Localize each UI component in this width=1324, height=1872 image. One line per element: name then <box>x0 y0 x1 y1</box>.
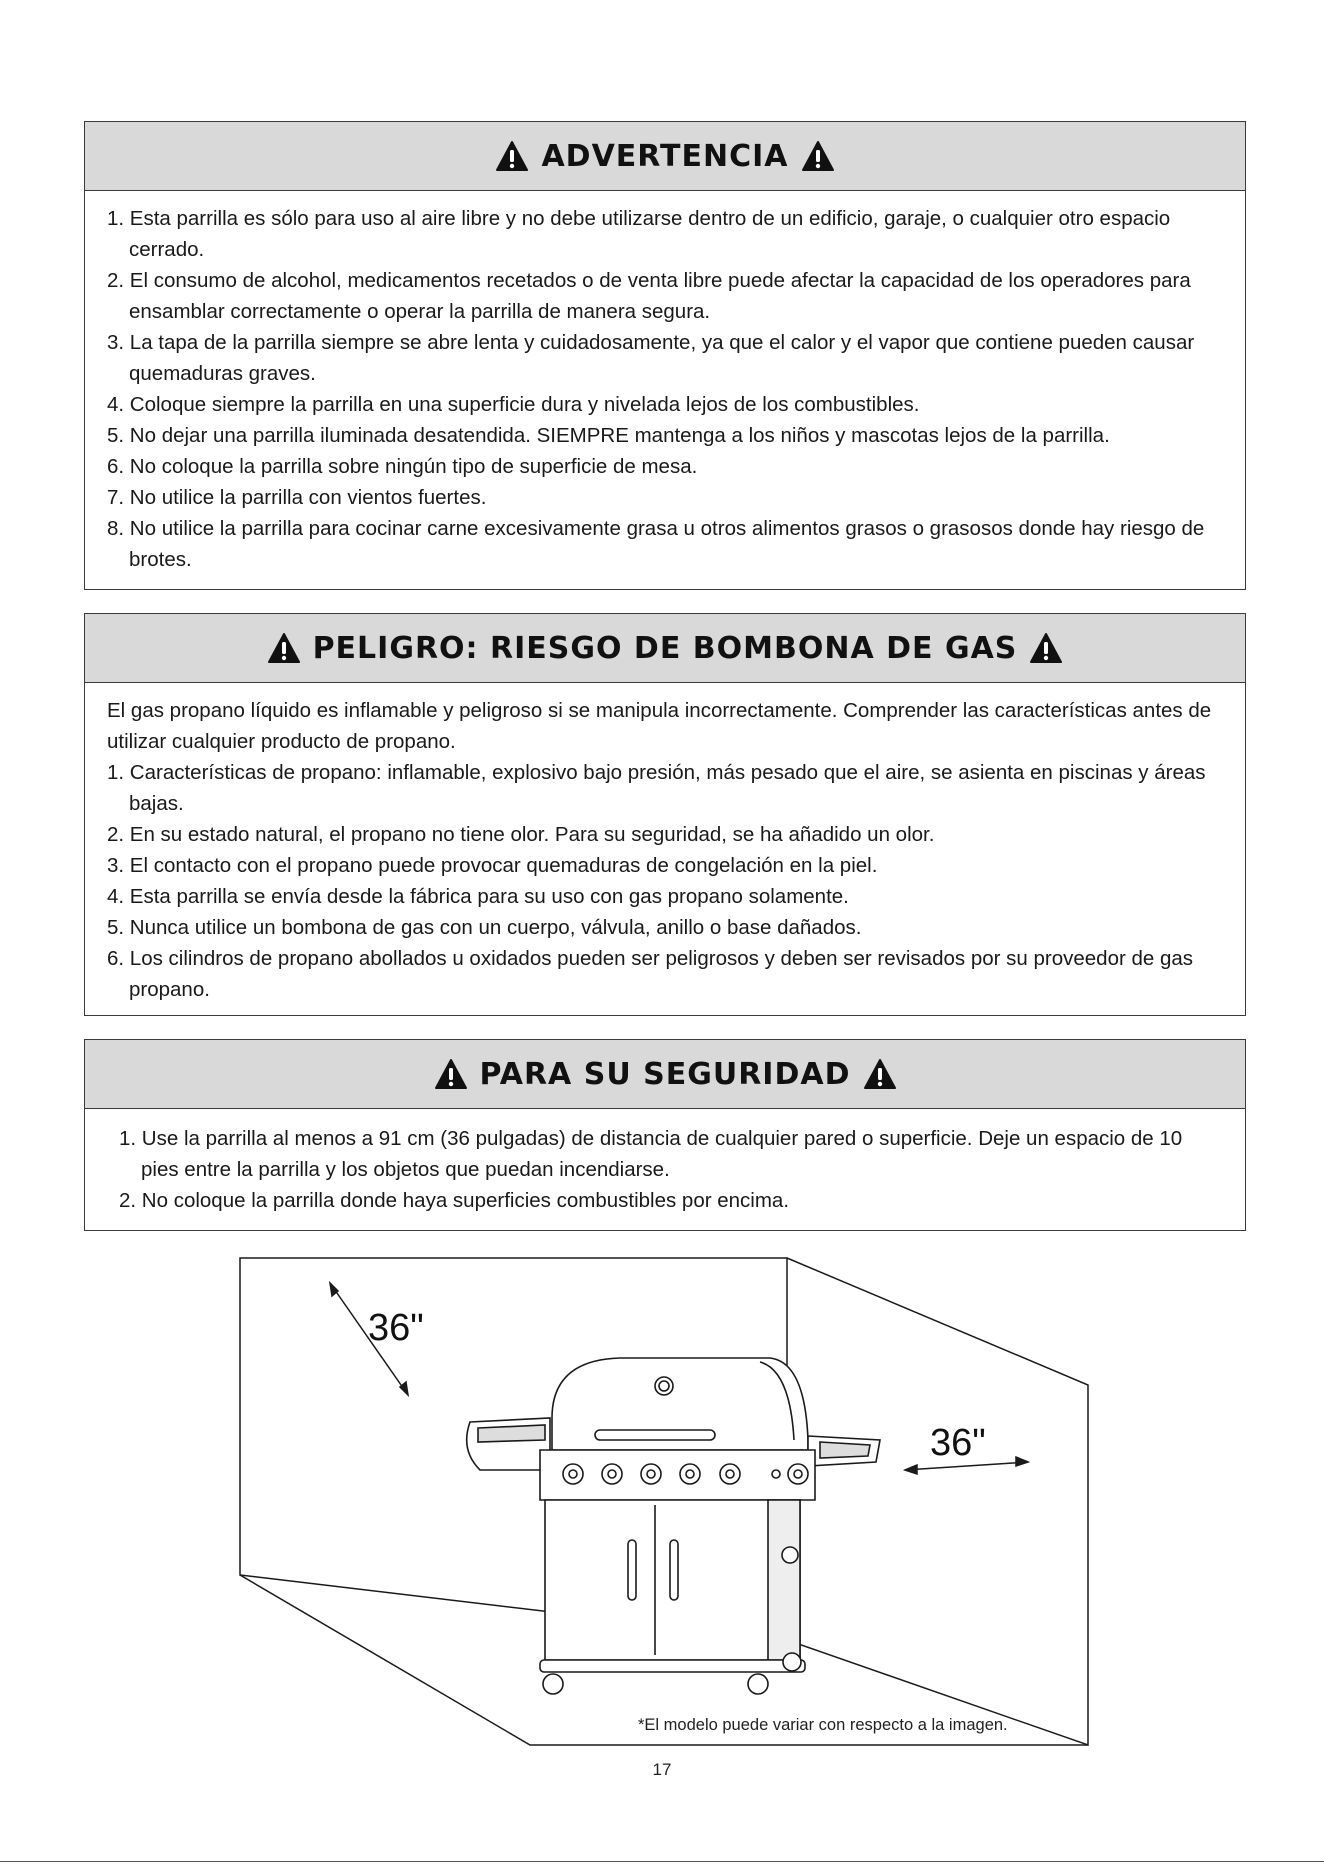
list-item: 4. Coloque siempre la parrilla en una superficie dura y nivelada lejos de los combustibles. <box>107 393 920 416</box>
list-item: 4. Esta parrilla se envía desde la fábrica para su uso con gas propano solamente. <box>107 885 849 908</box>
list-item: 6. Los cilindros de propano abollados u oxidados pueden ser peligrosos y deben ser revisados por su proveedor de gas propano. <box>107 947 1194 1001</box>
list-item: 6. No coloque la parrilla sobre ningún tipo de superficie de mesa. <box>107 455 698 478</box>
grill-drawing <box>467 1358 880 1672</box>
page-number: 17 <box>652 1760 672 1779</box>
danger-title: PELIGRO: RIESGO DE BOMBONA DE GAS <box>312 630 1018 666</box>
footer-rule <box>0 1861 1324 1862</box>
list-item: 8. No utilice la parrilla para cocinar carne excesivamente grasa u otros alimentos grasos o grasosos donde hay riesgo de brotes. <box>107 517 1205 571</box>
list-item: 2. No coloque la parrilla donde haya superficies combustibles por encima. <box>119 1189 790 1212</box>
safety-title: PARA SU SEGURIDAD <box>479 1056 851 1092</box>
list-item: 3. La tapa de la parrilla siempre se abre lenta y cuidadosamente, ya que el calor y el vapor que contiene pueden causar quemaduras graves. <box>107 331 1195 385</box>
list-item: 3. El contacto con el propano puede provocar quemaduras de congelación en la piel. <box>107 854 878 877</box>
list-item: 2. En su estado natural, el propano no tiene olor. Para su seguridad, se ha añadido un olor. <box>107 823 935 846</box>
side-clearance-label: 36" <box>930 1422 986 1464</box>
warning-title: ADVERTENCIA <box>541 138 789 174</box>
list-item: 1. Use la parrilla al menos a 91 cm (36 pulgadas) de distancia de cualquier pared o superficie. Deje un espacio de 10 pies entre la parrilla y los objetos que puedan incendiarse. <box>119 1127 1183 1181</box>
danger-intro: El gas propano líquido es inflamable y peligroso si se manipula incorrectamente. Comprender las características antes de utilizar cualquier producto de propano. <box>107 699 1212 753</box>
list-item: 5. Nunca utilice un bombona de gas con un cuerpo, válvula, anillo o base dañados. <box>107 916 862 939</box>
illustration-caption: *El modelo puede variar con respecto a la imagen. <box>638 1716 1008 1734</box>
back-clearance-label: 36" <box>368 1307 424 1349</box>
list-item: 5. No dejar una parrilla iluminada desatendida. SIEMPRE mantenga a los niños y mascotas lejos de la parrilla. <box>107 424 1110 447</box>
list-item: 1. Características de propano: inflamable, explosivo bajo presión, más pesado que el aire, se asienta en piscinas y áreas bajas. <box>107 761 1206 815</box>
list-item: 1. Esta parrilla es sólo para uso al aire libre y no debe utilizarse dentro de un edificio, garaje, o cualquier otro espacio cerrado. <box>107 207 1171 261</box>
list-item: 2. El consumo de alcohol, medicamentos recetados o de venta libre puede afectar la capacidad de los operadores para ensamblar correctamente o operar la parrilla de manera segura. <box>107 269 1191 323</box>
list-item: 7. No utilice la parrilla con vientos fuertes. <box>107 486 487 509</box>
